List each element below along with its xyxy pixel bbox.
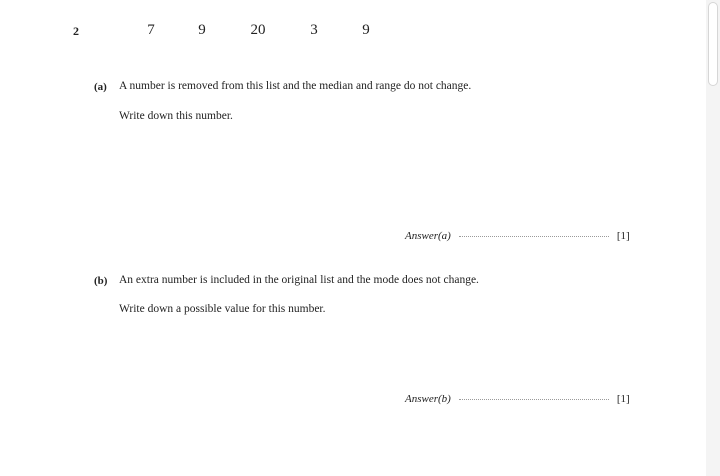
answer-b-field[interactable] [459, 398, 609, 400]
answer-a-marks: [1] [616, 230, 630, 242]
list-value: 3 [310, 22, 318, 38]
answer-b-label: Answer(b) [405, 393, 451, 405]
part-a-text: A number is removed from this list and the median and range do not change. [119, 80, 472, 92]
list-value: 7 [147, 22, 155, 38]
part-b-label: (b) [94, 275, 108, 287]
scrollbar-thumb[interactable] [708, 2, 718, 86]
list-value: 9 [362, 22, 370, 38]
number-list [0, 22, 720, 42]
answer-b-marks: [1] [616, 393, 630, 405]
answer-a-field[interactable] [459, 235, 609, 237]
list-value: 20 [250, 22, 266, 38]
answer-b-row [405, 393, 630, 405]
part-a-instruction: Write down this number. [119, 110, 233, 122]
part-b-instruction: Write down a possible value for this number. [119, 303, 326, 315]
list-value: 9 [198, 22, 206, 38]
answer-a-label: Answer(a) [405, 230, 451, 242]
part-a-label: (a) [94, 81, 107, 93]
question-number: 2 [73, 24, 79, 38]
vertical-scrollbar[interactable] [706, 0, 720, 476]
answer-a-row [405, 230, 630, 242]
part-b-text: An extra number is included in the original list and the mode does not change. [119, 274, 479, 286]
